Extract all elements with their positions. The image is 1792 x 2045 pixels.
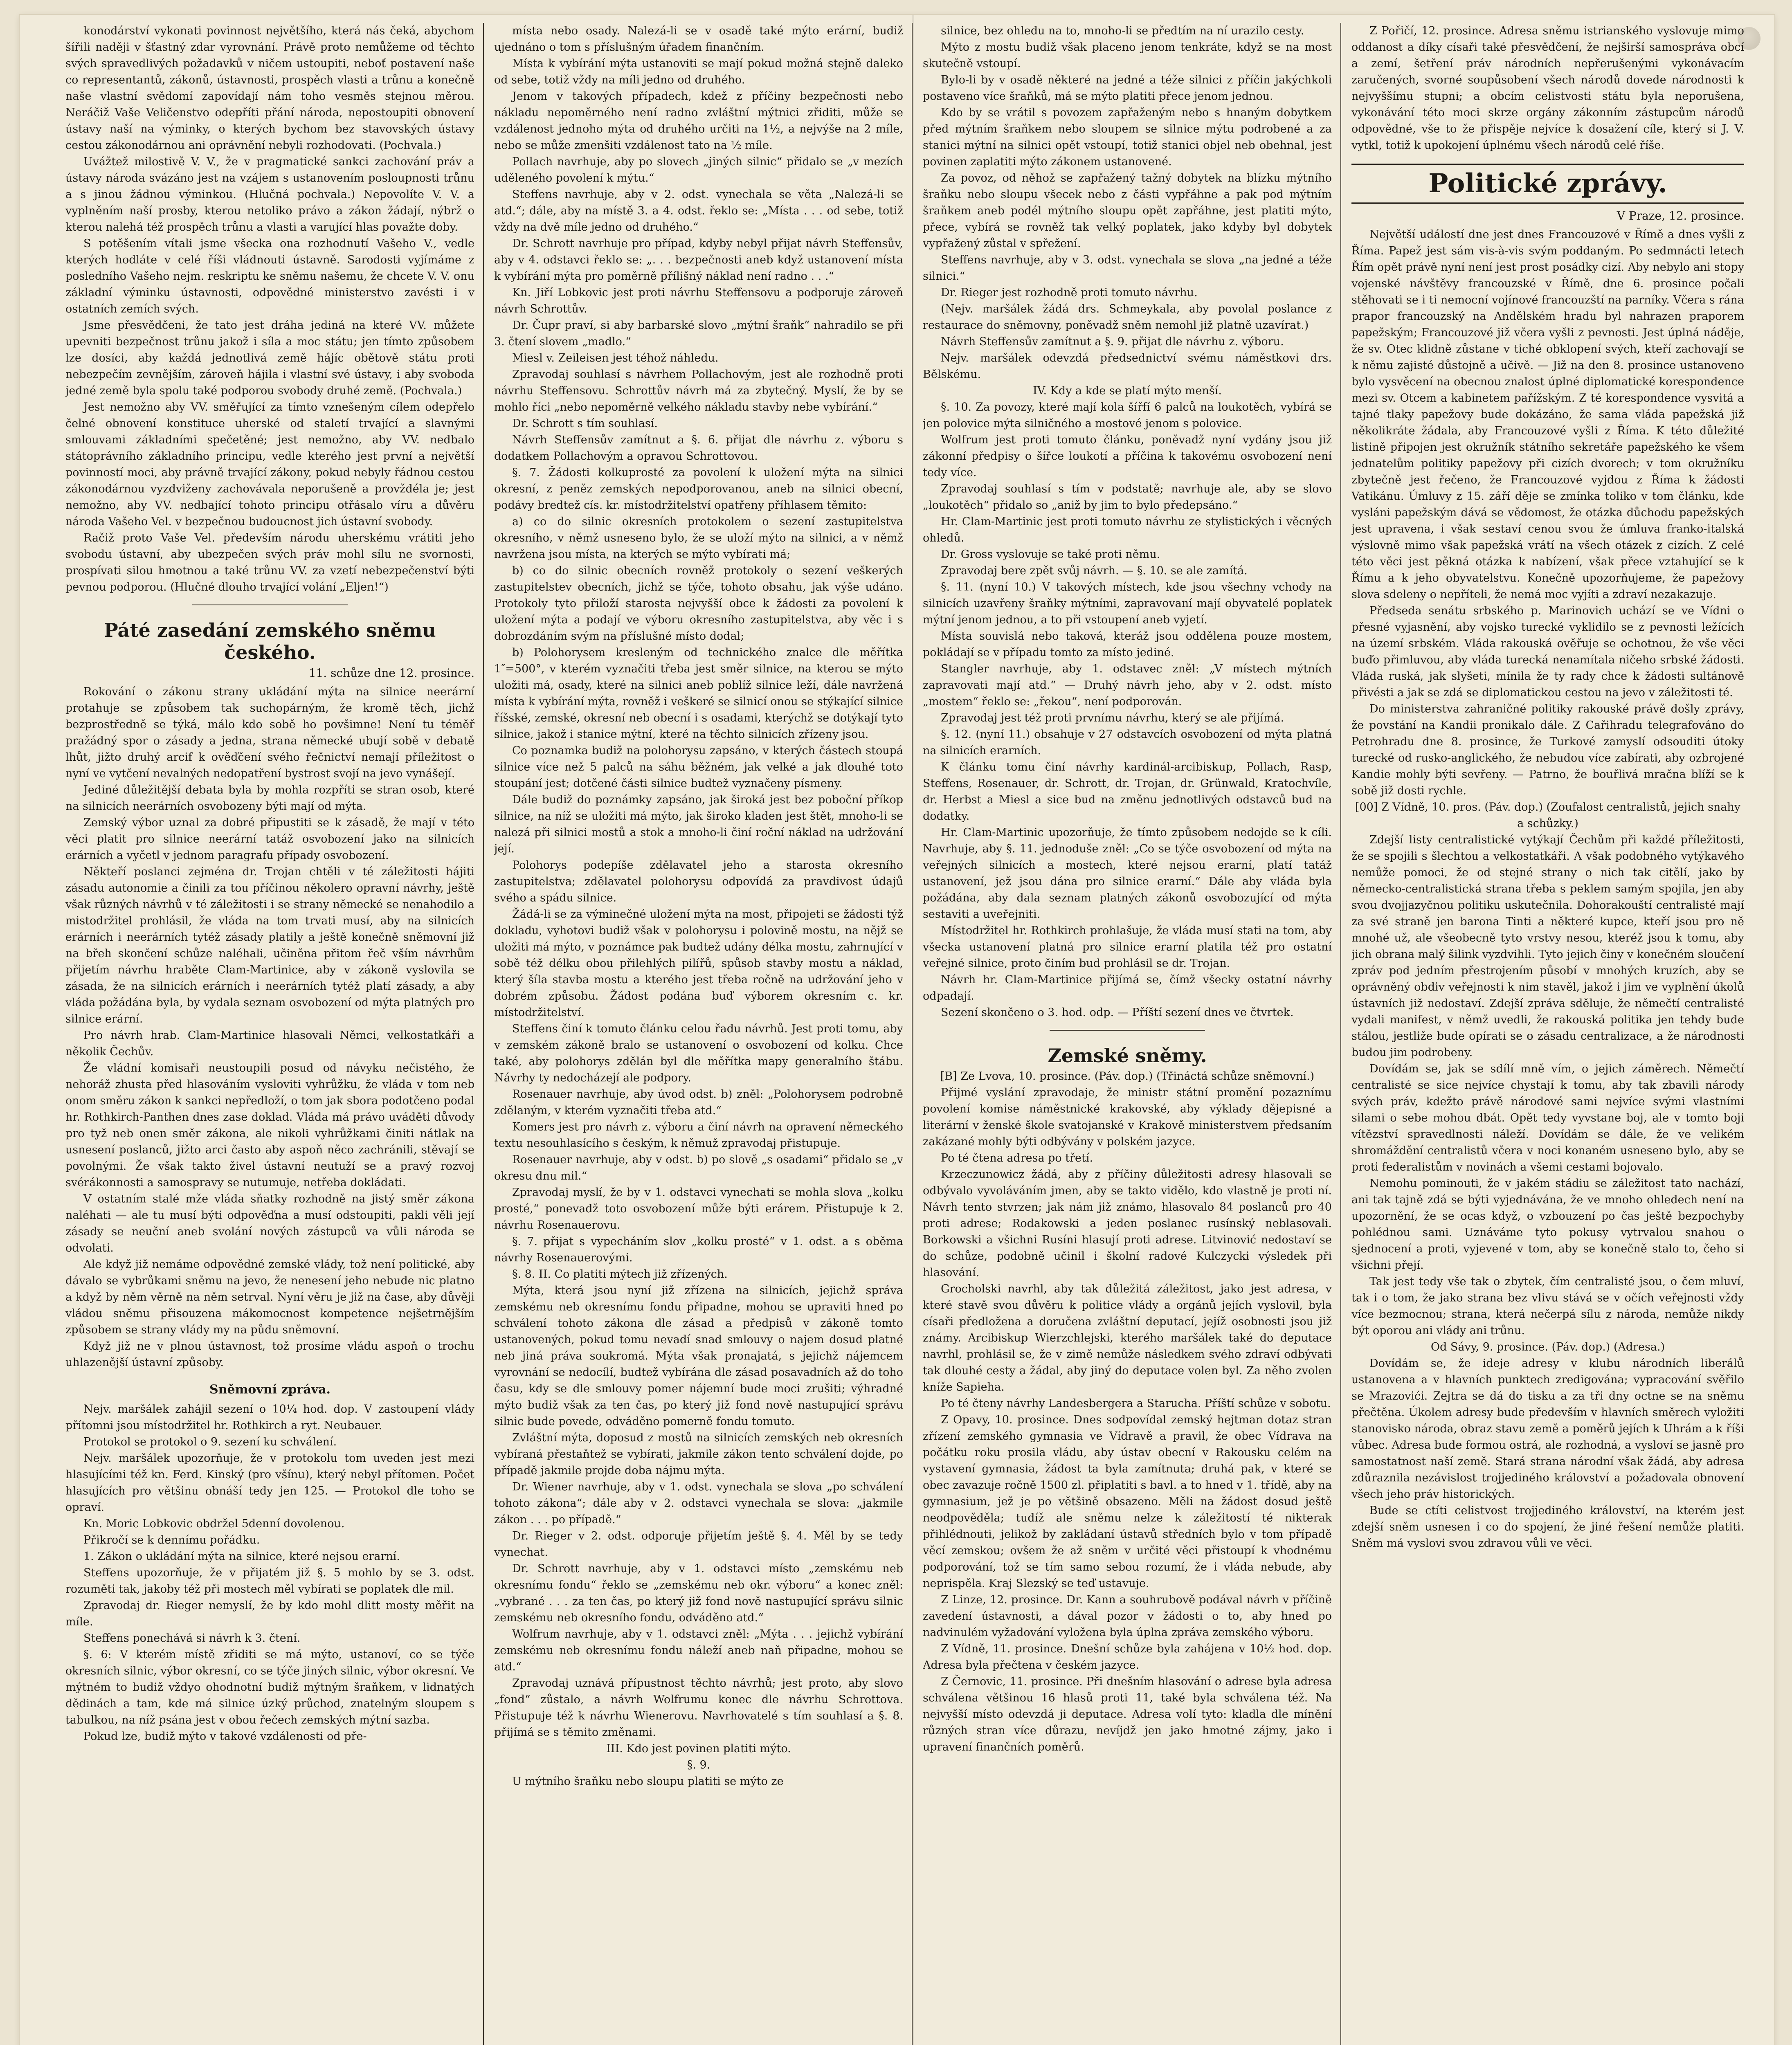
paragraph: Do ministerstva zahraničné politiky rakouské právě došly zprávy, že povstání na Kandii pronikalo dále. Z Cařihradu telegrafováno do Petrohradu dne 8. prosince, že Turkové zamyslí odsouditi útoky turecké od rusko-anglického, že nebudou více zabírati, aby ozbrojené Kandie mohly býti sevřeny. — Patrno, že bouřlivá mračna blíží se k sobě již dosti rychle. bbox=[1351, 703, 1744, 797]
paragraph: Dále budiž do poznámky zapsáno, jak široká jest bez poboční příkop silnice, na níž se uložiti má mýto, jak široko kladen jest štět, mnoho-li se nalezá při silnici mostů a stok a mnoho-li činí roční náklad na udržování její. bbox=[494, 793, 903, 855]
paragraph: Pokud lze, budiž mýto v takové vzdálenosti od pře- bbox=[83, 1730, 367, 1743]
paragraph: §. 7. Žádosti kolkuprosté za povolení k uložení mýta na silnici okresní, z peněz zemských nepodporovanou, aneb na silnici obecní, podávy bredtež cís. kr. místodržitelství opatřeny příhlasem těmito: bbox=[494, 466, 903, 512]
paragraph: Dr. Schrott navrhuje pro případ, kdyby nebyl přijat návrh Steffensův, aby v 4. odstavci řeklo se: „. . . bezpečnosti aneb když ustanovení místa k vybírání mýta pro poměrně přílišný náklad není radno . . .“ bbox=[494, 237, 903, 283]
dateline: [B] Ze Lvova, 10. prosince. (Páv. dop.) (Třináctá schůze sněmovní.) bbox=[940, 1070, 1315, 1083]
paragraph: Pro návrh hrab. Clam-Martinice hlasovali Němci, velkostatkáři a několik Čechův. bbox=[65, 1029, 474, 1058]
dateline: [00] Z Vídně, 10. pros. (Páv. dop.) (Zoufalost centralistů, jejich snahy a schůzky.) bbox=[1355, 801, 1741, 830]
paragraph: b) Polohorysem kresleným od technického znalce dle měřítka 1″=500°, v kterém vyznačiti třeba jest směr silnice, na kterou se mýto uložiti má, osady, které na silnici aneb poblíž silnice leží, dále navržená místa k vybírání mýta, rovněž i veškeré se silnicí onou se stýkající silnice říšské, zemské, okresní neb obecní i s osadami, kterýchž se dotýkají tyto silnice, jakož i stanice mýtní, které na těchto silnicích zřízeny jsou. bbox=[494, 646, 903, 741]
paragraph: Návrh Steffensův zamítnut a §. 6. přijat dle návrhu z. výboru s dodatkem Pollachovým a opravou Schrottovou. bbox=[494, 434, 903, 463]
paragraph: Místa k vybírání mýta ustanoviti se mají pokud možná stejně daleko od sebe, totiž vždy na míli jedno od druhého. bbox=[494, 57, 903, 86]
section-divider bbox=[1050, 1030, 1205, 1031]
paragraph: Dovídám se, jak se sdílí mně vím, o jejich záměrech. Němečtí centralisté se sice nejvíce chystají k tomu, aby tak zbavili národy svých práv, kdežto právě národové sami nejvíce svými vlastními silami o sebe mohou dbát. Opět tedy vyvstane boj, ale v tomto boji vítězství spravedlnosti náleží. Dovídám se dále, že ve velikém shromáždění centralistů včera v noci konaném usneseno bylo, aby se proti federalistům v novinách a všemi cestami bojovalo. bbox=[1351, 1063, 1744, 1173]
paragraph: Uvážtež milostivě V. V., že v pragmatické sankci zachování práv a ústavy národa svázáno jest na vzájem s ustanovením posloupnosti trůnu a s jinou žádnou výminkou. (Hlučná pochvala.) Nepovolíte V. V. a vyplněním naší prosby, kterou netoliko právo a zákon žádají, nýbrž o kterou nalehá též prospěch trůnu a vlasti a varující hlas považte doby. bbox=[65, 155, 474, 234]
paragraph: Rosenauer navrhuje, aby v odst. b) po slově „s osadami“ přidalo se „v okresu dnu mil.“ bbox=[494, 1153, 903, 1182]
paragraph: silnice, bez ohledu na to, mnoho-li se předtím na ní urazilo cesty. bbox=[941, 25, 1304, 37]
paragraph: Dovídám se, že ideje adresy v klubu národních liberálů ustanovena a v hlavních punktech zredigována; vypracování svěřilo se Mrazovići. Zejtra se dá do tisku a za tři dny octne se na sněmu přečtěna. Úkolem adresy bude především v hlavních směrech vyložiti stanovisko národa, obraz stavu země a poměrů jejích k Uhrám a k říši vůbec. Adresa bude formou ostrá, ale rozhodná, a vysloví se jasně pro samostatnost naší země. Stará strana národní však žádá, aby adresa zdůraznila nezávislost trojjediného království a požadovala obnovení všech jeho práv historických. bbox=[1351, 1357, 1744, 1501]
paragraph: Z Vídně, 11. prosince. Dnešní schůze byla zahájena v 10½ hod. dop. Adresa byla přečtena v českém jazyce. bbox=[923, 1643, 1332, 1672]
paragraph: Že vládní komisaři neustoupili posud od návyku nečistého, že nehoráž zhusta před hlasováním vysloviti vyhrůžku, že vláda v tom neb onom směru zákon k sankci nepředloží, o tom jak sbora podotčeno podal hr. Rothkirch-Panthen dnes zase doklad. Vláda má právo uváděti důvody pro tyž neb onen směr zákona, ale nikoli vyhrůžkami činiti nátlak na usnesení poslanců, jižto arci často aby aspoň něco zachránili, stěvají se povolnými. Že však takto živel ústavní neutuží se a pravý rozvoj svérákonnosti a samospravy se nutumuje, netřeba dokládati. bbox=[65, 1062, 474, 1189]
paragraph: Zemský výbor uznal za dobré připustiti se k zásadě, že mají v této věci platit pro silnice neerární tatáž osvobození jako na silnicích erárních a vyčetl v jednom paragrafu případy osvobození. bbox=[65, 816, 474, 862]
paragraph: Místodržitel hr. Rothkirch prohlašuje, že vláda musí stati na tom, aby všecka ustanovení platná pro silnice erarní platila též pro ostatní veřejné silnice, proto činím bud prohlásil se dr. Trojan. bbox=[923, 924, 1332, 970]
column-rule bbox=[912, 23, 913, 2045]
paragraph: Bylo-li by v osadě některé na jedné a téže silnici z příčin jakýchkoli postaveno více šraňků, má se mýto platiti přece jenom jednou. bbox=[923, 74, 1332, 103]
paragraph: Co poznamka budiž na polohorysu zapsáno, v kterých částech stoupá silnice více než 5 palců na sáhu běžném, jak velké a jak dlouhé toto stoupání jest; dotčené části silnice budtež vyznačeny písmeny. bbox=[494, 744, 903, 790]
column-4 bbox=[1351, 23, 1744, 2045]
paragraph: Kn. Moric Lobkovic obdržel 5denní dovolenou. bbox=[83, 1517, 345, 1530]
paragraph: Dr. Wiener navrhuje, aby v 1. odst. vynechala se slova „po schválení tohoto zákona“; dále aby v 2. odstavci vynechala se slova: „jakmile zákon . . . po případě.“ bbox=[494, 1481, 903, 1526]
paragraph: Žádá-li se za výminečné uložení mýta na most, připojeti se žádosti týž dokladu, vyhotovi budiž však v polohorysu i polovině mostu, na nějž se uložiti má mýto, v poznámce pak budtež udány délka mostu, zahrnující v sobě též délku obou přilehlých pilířů, spůsob stavby mostu a náklad, který šíla stavba mostu a kterého jest třeba ročně na udržování jeho v dobrém způsobu. Žádost podána buď výborem okresním c. kr. místodržitelství. bbox=[494, 908, 903, 1019]
dateline: 11. schůze dne 12. prosince. bbox=[308, 666, 474, 680]
paragraph: Pollach navrhuje, aby po slovech „jiných silnic“ přidalo se „v mezích uděleného povolení k mýtu.“ bbox=[494, 155, 903, 184]
paragraph: Steffens ponechává si návrh k 3. čtení. bbox=[83, 1632, 301, 1645]
paragraph: IV. Kdy a kde se platí mýto menší. bbox=[1033, 384, 1222, 397]
paragraph: Steffens navrhuje, aby v 3. odst. vynechala se slova „na jedné a téže silnici.“ bbox=[923, 254, 1332, 283]
paragraph: Dr. Rieger jest rozhodně proti tomuto návrhu. bbox=[941, 286, 1198, 299]
paragraph: Kn. Jiří Lobkovic jest proti návrhu Steffensovu a podporuje zároveň návrh Schrottův. bbox=[494, 286, 903, 315]
column-1 bbox=[65, 23, 474, 2045]
paragraph: §. 9. bbox=[687, 1759, 711, 1771]
section-heading: Politické zprávy. bbox=[1351, 164, 1744, 204]
paragraph: Někteří poslanci zejména dr. Trojan chtěli v té záležitosti hájiti zásadu autonomie a činili za tou příčinou několero opravní návrhy, ještě však různých návrhů v té záležitosti i se strany německé se nenahodilo a mistodržitel prohlásil, že vláda na tom trvati musí, aby na silnicích erárních i neerárních tytéž zásady platily a ještě konečně sněmovní již na břeh skončení schůze naléhali, učiněna přitom řeč vším návrhům přijetím návrhu hraběte Clam-Martinice, aby v zákoně vyslovila se zásada, že na silnicích erárních i neerárních tytéž platí zásady, a aby vláda požádána byla, by vydala seznam osvobození od mýta platných pro silnice erární. bbox=[65, 865, 474, 1025]
paragraph: Rokování o zákonu strany ukládání mýta na silnice neerární protahuje se způsobem tak suchopárným, že kromě těch, jichž bezprostředně se týká, málo kdo sobě ho povšimne! Není tu téměř pražádný spor o zásady a jedna, strana německé ubují sobě v debatě lhůt, jižto druhý arcif k ověďčení svého řečnictví nemají příležitost o nyní ve vytčení nevalných nedopatření bystrost svojí na jevo vynášejí. bbox=[65, 685, 474, 780]
paragraph: Když již ne v plnou ústavnost, tož prosíme vládu aspoň o trochu uhlazenější ústavní způsoby. bbox=[65, 1340, 474, 1369]
paragraph: Sezení skončeno o 3. hod. odp. — Příští sezení dnes ve čtvrtek. bbox=[941, 1006, 1294, 1019]
paragraph: Miesl v. Zeileisen jest téhož náhledu. bbox=[512, 352, 719, 364]
paragraph: Kdo by se vrátil s povozem zapřaženým nebo s hnaným dobytkem před mýtním šraňkem nebo sloupem se silnice mýtu podrobené a za stanici mýtní na silnici opět vstoupí, totiž stanici objel neb obehnal, jest povinen zaplatiti mýto zákonem ustanovené. bbox=[923, 106, 1332, 168]
paragraph: Jediné důležitější debata byla by mohla rozpříti se stran osob, které na silnicích neerárních osvobozeny býti mají od mýta. bbox=[65, 784, 474, 813]
paragraph: Krzeczunowicz žádá, aby z příčiny důležitosti adresy hlasovali se odbývalo vyvoláváním jmen, aby se takto vidělo, kdo vlastně je proti ní. Návrh tento stvrzen; jak nám již známo, hlasovalo 84 poslanců pro 40 proti adrese; Rodakowski a jeden poslanec rusínský neblasovali. Borkowski a všichni Rusíni hlasují proti adrese. Litvinović nedostaví se do schůze, podobně učinil i školní radové Kulczycki výsledek při hlasování. bbox=[923, 1168, 1332, 1279]
paragraph: Zpravodaj souhlasí s návrhem Pollachovým, jest ale rozhodně proti návrhu Steffensovu. Schrottův návrh má za zbytečný. Myslí, že by se mohlo říci „nebo nepoměrně velkého nákladu stavby nebe vybírání.“ bbox=[494, 368, 903, 413]
paragraph: Komers jest pro návrh z. výboru a činí návrh na opravení německého textu nesouhlasícího s českým, k němuž zpravodaj přistupuje. bbox=[494, 1121, 903, 1150]
paragraph: místa nebo osady. Nalezá-li se v osadě také mýto erární, budiž ujednáno o tom s příslušným úřadem finančním. bbox=[494, 25, 903, 54]
paragraph: Steffens navrhuje, aby v 2. odst. vynechala se věta „Nalezá-li se atd.“; dále, aby na místě 3. a 4. odst. řeklo se: „Místa . . . od sebe, totiž vždy na dvě míle jedno od druhého.“ bbox=[494, 188, 903, 234]
newspaper-page bbox=[20, 15, 1774, 2045]
paragraph: U mýtního šraňku nebo sloupu platiti se mýto ze bbox=[512, 1775, 784, 1788]
paragraph: Nejv. maršálek odevzdá předsednictví svému náměstkovi drs. Bělskému. bbox=[923, 352, 1332, 381]
paragraph: Bude se ctíti celistvost trojjediného království, na kterém jest zdejší sněm usnesen i co do spojení, že jiné řešení nemůže platiti. Sněm má vyslovi svou zdravou vůli ve věci. bbox=[1351, 1504, 1744, 1550]
paragraph: Nemohu pominouti, že v jakém stádiu se záležitost tato nachází, ani tak tajně zdá se býti vyjednávána, že ve mnoho ohledech není na upozornění, že se ocas když, o vzbouzení po čas ještě bezpochyby pohlédnou sami. Uznáváme tyto pokusy vytrvalou snahou o sjednocení a proti, vyjevené v tom, aby se konečně stalo to, čeho si všichni přejí. bbox=[1351, 1177, 1744, 1272]
paragraph: Největší událostí dne jest dnes Francouzové v Římě a dnes vyšli z Říma. Papež jest sám vis-à-vis svým poddaným. Po sedmnácti letech Řím opět právě nyní není jest prost posádky cizí. Aby nebylo ani stopy vojenské návštěvy francouzské v Římě, dne 6. prosince počali stěhovati se i ti nemocní vojínové francouzští na parníky. Včera s rána prapor francouzský na Andělském hradu byl nahrazen praporem papežským; Francouzové již včera vyšli z pevnosti. Jest úplná náděje, že sv. Otec klidně zůstane v tiché obklopení svých, kteří zachovají se k němu zajisté důstojně a učivě. — Již na den 8. prosince ustanoveno bylo vysvěcení na obecnou znalost úplné diplomatické korespondence mezi sv. Otcem a kabinetem pařížským. Z té korespondence vysvitá a tajné tlaky papežovy bude dokázáno, že sama vláda papežská již několikráte žádala, aby Francouzové vyšli z Říma. K této důležité listině připojen jest okružník státního sekretáře papežského ke všem jednatelům politiky papežovy při cizích dvorech; v tom okružníku zbytečně jest řečeno, že Francouzové vyjdou z Říma k žádosti Vatikánu. Úmluvy z 15. září děje se zmínka toliko v tom článku, kde vysláni papežským dává se vědomost, že otázka důchodu papežských jest upravena, i však sestaví cenou svou že úmluva franko-italská výslovně mimo však papežská vrátí na všech otázek z cizích. Z celé této věci jest pěkná otázka k nabízení, však přece vztahující se k Římu a k jeho obyvatelstvu. Konečně upozorňujeme, že papežovy slova sdeleny o nepříteli, že nemá moc vyjíti a zdraví nezakazuje. bbox=[1351, 228, 1744, 601]
paragraph: Zpravodaj bere zpět svůj návrh. — §. 10. se ale zamítá. bbox=[941, 564, 1248, 577]
paragraph: Wolfrum jest proti tomuto článku, poněvadž nyní vydány jsou již zákonní předpisy o šířce loukotí a příčina k takovému osvobození není tedy více. bbox=[923, 434, 1332, 479]
paragraph: Přijmé vyslání zpravodaje, že ministr státní promění pozaznímu povolení komise náměstnické krakovské, aby výklady dějepisné a literární v ženské škole svatojanské v Krakově ministerstvem předsaním zakázané mohly býti odbývány v polském jazyce. bbox=[923, 1086, 1332, 1148]
paragraph: Z Linze, 12. prosince. Dr. Kann a souhrubově podával návrh v příčině zavedení ústavnosti, a dával pozor v žádosti o to, aby hned po nadvinulém vyžadování vyložena byla úplna zpráva zemského výboru. bbox=[923, 1593, 1332, 1639]
paragraph: Wolfrum navrhuje, aby v 1. odstavci zněl: „Mýta . . . jejichž vybírání zemskému neb okresnímu fondu náleží aneb naň připadne, mohou se atd.“ bbox=[494, 1628, 903, 1673]
paragraph: Jest nemožno aby VV. směřující za tímto vznešeným cílem odepřelo čelné obnovení konstituce uherské od staletí trvající a slavnými smlouvami základními spečetěné; jest nemožno, aby VV. nedbalo státoprávního základního principu, vedle kterého jest první a největší povinností moci, aby právně trvající zákony, pokud nebyly řádnou cestou zákonodárnou vyzdviženy zachovávala neporušeně a provždéla je; jest nemožno, aby VV. nedbající tohoto principu otřásalo víru a důvěru národa Vašeho Vel. v bezpečnou budoucnost jich ústavní svobody. bbox=[65, 401, 474, 528]
paragraph: konodárství vykonati povinnost největšího, která nás čeká, abychom šířili naději v šťastný zdar vyrovnání. Právě proto nemůžeme od těchto svých spravedlivých požadavků v ničem ustoupiti, neboť postavení naše co representantů, zákonů, ústavnosti, prospěch vlasti a trůnu a konečně naše vlastní svědomí zapovídají nám toho vesměs stejnou měrou. Neráčiž Vaše Veličenstvo odepříti přání národa, nepostoupiti obnovení ústavy naší na výminky, o kterých bychom bez stavovských ústavy cestou zákonodárnou ani oprávnění nebyli rozhodovati. (Pochvala.) bbox=[65, 25, 474, 152]
paragraph: Polohorys podepíše zdělavatel jeho a starosta okresního zastupitelstva; zdělavatel polohorysu odpovídá za pravdivost údajů svého a spádu silnice. bbox=[494, 859, 903, 904]
paragraph: (Nejv. maršálek žádá drs. Schmeykala, aby povolal poslance z restaurace do sněmovny, poněvadž sněm nemohl již platně uzavírat.) bbox=[923, 303, 1332, 332]
paragraph: Předseda senátu srbského p. Marinovich uchází se ve Vídni o přesné vyjasnění, aby vojsko turecké vyklidilo se z pevnosti ležících na území srbském. Vláda rakouská ověřuje se ochotnou, že vše věci buďo přimluvou, aby vláda turecká nenamítala ničeho srbské žádosti. Vláda ruská, jak slyšeti, mínila že ty rady chce k žádosti sultánově přivésti a jak se zdá se diplomatickou cestou na jevo v záležitosti té. bbox=[1351, 605, 1744, 699]
paragraph: Zpravodaj jest též proti prvnímu návrhu, který se ale přijímá. bbox=[941, 712, 1284, 724]
paragraph: Po té čteny návrhy Landesbergera a Starucha. Příští schůze v sobotu. bbox=[941, 1397, 1331, 1410]
paragraph: Z Opavy, 10. prosince. Dnes sodpovídal zemský hejtman dotaz stran zřízení zemského gymnasia ve Vídravě a pravil, že obec Vídrava na počátku roku prosila vládu, aby ústav obecní v Rakousku celém na vystavení gymnasia, žádost ta byla zamítnuta; druhá pak, v které se obec zavazuje ročně 1500 zl. připlatiti s bavl. a to hned v 1. třídě, aby na gymnasium, jež je po většině obsazeno. Měli na žádost dosud ještě neodpověděla; tudíž ale sněmu nelze k záležitostí té nikterak přihlédnouti, jelikož by zakládaní ústavů středních bylo v tom případě věcí zemskou; ovšem že až sněm v určité věci přistoupí k vhodnému podporování, tož se tím samo sebou rozumí, že i vláda nebude, aby neprispěla. Kraj Slezský se teď ustavuje. bbox=[923, 1414, 1332, 1590]
paragraph: Mýta, která jsou nyní již zřízena na silnicích, jejichž správa zemskému neb okresnímu fondu připadne, mohou se upraviti hned po schválení tohoto zákona dle zásad a předpisů v zákoně tomto ustanovených, pokud tomu nevadí snad smlouvy o najem dosud platné neb jiná práva soukromá. Mýta však pronajatá, s jejichž nájemcem vyrovnání se nedocílí, budtež vybírána dle zásad posavadních až do toho času, kdy se dle smlouvy pomer nájemní bude moci zrušiti; výhradné mýto budiž však za ten čas, po který již fond nově nastupující správu silnic bude povede, odváděno pomerně fondu tomuto. bbox=[494, 1284, 903, 1428]
paragraph: b) co do silnic obecních rovněž protokoly o sezení veškerých zastupitelstev obecních, jichž se týče, tohoto obsahu, jak výše udáno. Protokoly tyto přiloží starosta nejvyšší obce k žádosti za povolení k uložení mýta a podají ve výboru okresního zastupitelstva, aby věc i s dobrozdáním svým na příslušné místo dodal; bbox=[494, 564, 903, 643]
paragraph: §. 8. II. Co platiti mýtech již zřízených. bbox=[512, 1268, 728, 1281]
dateline: V Praze, 12. prosince. bbox=[1617, 209, 1744, 222]
paragraph: Zpravodaj uznává přípustnost těchto návrhů; jest proto, aby slovo „fond“ zůstalo, a návrh Wolfrumu konec dle návrhu Schrottova. Přistupuje též k návrhu Wienerovu. Navrhovatelé s tím souhlasí a §. 8. přijímá se s těmito změnami. bbox=[494, 1677, 903, 1739]
paragraph: Ale když již nemáme odpovědné zemské vlády, tož není politické, aby dávalo se vybrůkami sněmu na jevo, že nenesení jeho nebude nic platno a když by něm věrně na něm setrval. Nyní věru je již na čase, aby důvěji vládou sněmu přisouzena mákomocnost kompetence nejšetrnějším způsobem se strany vlády my na půdu sněmovní. bbox=[65, 1258, 474, 1336]
paragraph: Rosenauer navrhuje, aby úvod odst. b) zněl: „Polohorysem podrobně zdělaným, v kterém vyznačiti třeba atd.“ bbox=[494, 1088, 903, 1117]
paragraph: Zpravodaj myslí, že by v 1. odstavci vynechati se mohla slova „kolku prosté,“ ponevadž toto osvobození může býti erárem. Přistupuje k 2. návrhu Rosenauerovu. bbox=[494, 1186, 903, 1231]
paragraph: §. 12. (nyní 11.) obsahuje v 27 odstavcích osvobození od mýta platná na silnicích erarních. bbox=[923, 728, 1332, 757]
section-heading: Páté zasedání zemského sněmu českého. bbox=[104, 619, 436, 663]
column-rule bbox=[1340, 23, 1341, 2045]
paragraph: Zpravodaj dr. Rieger nemyslí, že by kdo mohl dlitt mosty měřit na míle. bbox=[65, 1599, 474, 1628]
paragraph: Z Pořičí, 12. prosince. Adresa sněmu istrianského vyslovuje mimo oddanost a díky císaři také přesvědčení, že nejširší samospráva obcí a zemí, šetření práv národních nepřerušenými vykonávacím zaručených, svorné soupůsobení všech národů dovede národnosti k nejvyššímu stupni; a obcím celistvosti státu byla neporušena, vykonávání této moci skrze orgány zákonním zástupcům národů odpovědné, vše to že přispěje nejvíce k dosažení cíle, který si J. V. vytkl, totiž k upokojení úplnému všech národů celé říše. bbox=[1351, 25, 1744, 152]
paragraph: Račiž proto Vaše Vel. především národu uherskému vrátiti jeho svobodu ústavní, aby ubezpečen svých práv mohl sílu ne svornosti, prospívati silou hmotnou a také trůnu VV. za vzetí nebezpečenství býti pevnou podporou. (Hlučné dlouho trvající volání „Eljen!“) bbox=[65, 532, 474, 593]
paragraph: S potěšením vítali jsme všecka ona rozhodnutí Vašeho V., vedle kterých hodláte v celé říši vládnouti ústavně. Sarodosti vyjímáme z posledního Vašeho nejm. reskriptu ke sněmu našemu, že chcete V. V. onu základní výminku ústavnosti, odpovědné ministerstvo zavésti i v ostatních zemích svých. bbox=[65, 237, 474, 315]
paragraph: Nejv. maršálek upozorňuje, že v protokolu tom uveden jest mezi hlasujícími též kn. Ferd. Kinský (pro všínu), který nebyl přítomen. Počet hlasujících pro většinu obnáší tedy jen 125. — Protokol dle toho se opraví. bbox=[65, 1452, 474, 1514]
paragraph: Jenom v takových případech, kdež z příčiny bezpečnosti nebo nákladu nepoměrného není radno zvláštní mýtnici zřiditi, může se vzdálenost jednoho mýta od druhého určiti na 1½, a nejvýše na 2 míle, nebo se může zmenšiti vzdálenost tato na ½ míle. bbox=[494, 90, 903, 152]
paragraph: Jsme přesvědčeni, že tato jest dráha jediná na které VV. můžete upevniti bezpečnost trůnu jakož i síla a moc státu; jen tímto způsobem lze dosíci, aby každá jednotlivá země hájíc obětově státu proti nebezpečím zevnějším, zároveň hájila i vlastní své ústavy, i aby svoboda jedné země byla spolu také podporou svobody druhé země. (Pochvala.) bbox=[65, 319, 474, 397]
paragraph: Dr. Schrott navrhuje, aby v 1. odstavci místo „zemskému neb okresnímu fondu“ řeklo se „zemskému neb okr. výboru“ a konec zněl: „vybrané . . . za ten čas, po který již fond nově nastupující správu silnic zemskému neb okresního fondu, odváděno atd.“ bbox=[494, 1562, 903, 1624]
paragraph: Dr. Gross vyslovuje se také proti němu. bbox=[941, 548, 1160, 561]
paragraph: V ostatním stalé mže vláda sňatky rozhodně na jistý směr zákona naléhati — ale tu musí býti odpověďna a musí odstoupiti, pakli věli její zásady se neuční aneb svolání nových zástupců va vůli národa se odvolati. bbox=[65, 1193, 474, 1254]
paragraph: Přikročí se k dennímu pořádku. bbox=[83, 1534, 260, 1546]
paragraph: Tak jest tedy vše tak o zbytek, čím centralisté jsou, o čem mluví, tak i o tom, že jako strana bez vlivu stává se v očích veřejnosti vždy více bezmocnou; strana, která nečerpá sílu z národa, nemůže nikdy být oporou ani vlády ani trůnu. bbox=[1351, 1275, 1744, 1337]
paragraph: Mýto z mostu budiž však placeno jenom tenkráte, když se na most skutečně vstoupí. bbox=[923, 41, 1332, 70]
paragraph: Zvláštní mýta, doposud z mostů na silnicích zemských neb okresních vybíraná přestaňtež se vybírati, jakmile zákon tento schválení dojde, po případě jakmile projde doba nájmu mýta. bbox=[494, 1432, 903, 1477]
paragraph: Návrh Steffensův zamítnut a §. 9. přijat dle návrhu z. výboru. bbox=[941, 335, 1284, 348]
paragraph: §. 10. Za povozy, které mají kola šířfí 6 palců na loukotěch, vybírá se jen polovice mýta silničného a mostové jenom s polovice. bbox=[923, 401, 1332, 430]
paragraph: Místa souvislá nebo taková, kteráž jsou oddělena pouze mostem, pokládají se v případu tomto za místo jediné. bbox=[923, 630, 1332, 659]
paragraph: Zdejší listy centralistické vytýkají Čechům při každé příležitosti, že se spojili s šlechtou a velkostatkáři. A však podobného vytýkavého nemůže pomoci, že od stejné strany o nich tak citělí, jako by německo-centralistická strana třeba s peklem samým spojila, jen aby svou dvojjazyčnou politiku uskutečnila. Dohorakouští centralisté mají za své straně jen barona Tinti a některé kupce, kteří jsou pro ně mnohé už, ale všeobecně tyto vrstvy nesou, kteréž jsou k tomu, aby jich obrana malý šilink vyzdvihli. Tyto jejich činy v konečném sloučení zpráv pod jedním přestrojením působí v mnohých kruzích, aby se oprávněný obdiv veřejnosti k nim stavěl, jakož i jim ve vyplnění úkolů ústavních již nedostaví. Zdejší zpráva sděluje, že němečtí centralisté vydali manifest, v němž uvedli, že rakouská politika jen tehdy bude stálou, jestliže bude opírati se o zásadu centralizace, a že národnosti budou jim podrobeny. bbox=[1351, 834, 1744, 1059]
paragraph: a) co do silnic okresních protokolem o sezení zastupitelstva okresního, v němž usneseno bylo, že se uloží mýto na silnici, a v němž navržena jsou místa, na kterých se mýto vybírati má; bbox=[494, 515, 903, 561]
column-2 bbox=[494, 23, 903, 2045]
paragraph: §. 7. přijat s vypecháním slov „kolku prosté“ v 1. odst. a s oběma návrhy Rosenauerovými. bbox=[494, 1235, 903, 1264]
paragraph: Po té čtena adresa po třetí. bbox=[941, 1152, 1093, 1164]
column-3 bbox=[923, 23, 1332, 2045]
dateline: Od Sávy, 9. prosince. (Páv. dop.) (Adresa.) bbox=[1430, 1341, 1665, 1353]
paragraph: Zpravodaj souhlasí s tím v podstatě; navrhuje ale, aby se slovo „loukotěch“ přidalo so „aniž by jim to bylo předepsáno.“ bbox=[923, 483, 1332, 512]
paragraph: K článku tomu činí návrhy kardinál-arcibiskup, Pollach, Rasp, Steffens, Rosenauer, dr. Schrott, dr. Trojan, dr. Grünwald, Kratochvíle, dr. Herbst a Miesl a sice bud na změnu jednotlivých odstavců bud na dodatky. bbox=[923, 761, 1332, 822]
paragraph: Protokol se protokol o 9. sezení ku schválení. bbox=[83, 1436, 337, 1448]
paragraph: Dr. Čupr praví, si aby barbarské slovo „mýtní šraňk“ nahradilo se při 3. čtení slovem „madlo.“ bbox=[494, 319, 903, 348]
paragraph: §. 6: V kterém místě zřiditi se má mýto, ustanoví, co se týče okresních silnic, výbor okresní, co se týče jiných silnic, výbor okresní. Ve mýtném to budiž vždyo ohodnotní budiž mýtným šraňkem, v lidnatých dědinách a tam, kde má silnice úzký průchod, znatelným sloupem s tabulkou, na níž psána jest v obou řečech zemských mýtní sazba. bbox=[65, 1648, 474, 1726]
paragraph: Steffens činí k tomuto článku celou řadu návrhů. Jest proti tomu, aby v zemském zákoně bralo se ustanovení o osvobození od kolku. Chce také, aby polohorys zdělán byl dle měřítka mapy generalního štábu. Návrhy ty nedocházejí ale podpory. bbox=[494, 1022, 903, 1084]
paragraph: Hr. Clam-Martinic upozorňuje, že tímto způsobem nedojde se k cíli. Navrhuje, aby §. 11. jednoduše zněl: „Co se týče osvobození od mýta na veřejných silnicích a mostech, které nejsou erarní, platí tatáž ustanovení, jež jsou dána pro silnice erarní.“ Dále aby vláda byla požádána, aby dala seznam platných zákonů osvobozující od mýta sestaviti a uveřejniti. bbox=[923, 826, 1332, 921]
paragraph: 1. Zákon o ukládání mýta na silnice, které nejsou erarní. bbox=[83, 1550, 400, 1563]
section-heading: Sněmovní zpráva. bbox=[209, 1382, 331, 1397]
paragraph: §. 11. (nyní 10.) V takových místech, kde jsou všechny vchody na silnicích uzavřeny šraňky mýtními, zapravovaní mají obyvatelé poplatek mýtní jenom jednou, a to při vstoupení aneb vyjetí. bbox=[923, 581, 1332, 626]
section-heading: Zemské sněmy. bbox=[1048, 1045, 1207, 1067]
paragraph: Stangler navrhuje, aby 1. odstavec zněl: „V místech mýtních zapravovati mají atd.“ — Druhý návrh jeho, aby v 2. odst. místo „mostem“ řeklo se: „řekou“, není podporován. bbox=[923, 663, 1332, 708]
paragraph: Steffens upozorňuje, že v přijatém již §. 5 mohlo by se 3. odst. rozuměti tak, jakoby též při mostech měl vybírati se poplatek dle mil. bbox=[65, 1566, 474, 1596]
paragraph: Nejv. maršálek zahájil sezení o 10¼ hod. dop. V zastoupení vlády přítomni jsou místodržitel hr. Rothkirch a ryt. Neubauer. bbox=[65, 1403, 474, 1432]
paragraph: Dr. Rieger v 2. odst. odporuje přijetím ještě §. 4. Měl by se tedy vynechat. bbox=[494, 1530, 903, 1559]
paragraph: Za povoz, od něhož se zapřažený tažný dobytek na blízku mýtního šraňku nebo sloupu všecek nebo z části vypřáhne a pak pod mýtním šraňkem aneb podél mýtního sloupu opět zapřáhne, jest platiti mýto, přece, vybírá se rovněž tak velký poplatek, jako kdyby byl dobytek vypřažený zůstal v spřežení. bbox=[923, 172, 1332, 250]
column-rule bbox=[483, 23, 484, 2045]
paragraph: Návrh hr. Clam-Martinice přijímá se, čímž všecky ostatní návrhy odpadají. bbox=[923, 973, 1332, 1002]
paragraph: Grocholski navrhl, aby tak důležitá záležitost, jako jest adresa, v které stavě svou důvěru k politice vlády a orgánů jejích vyslovil, byla císaři předložena a doručena zvláštní deputací, jejíž osobnosti jsou již známy. Arcibiskup Wierzchlejski, kterého maršálek také do deputace navrhl, prohlásil se, že v zimě nemůže následkem svého zdraví odbývati tak dlouhé cesty a žádal, aby jiný do deputace volen byl. Za něho zvolen kníže Sapieha. bbox=[923, 1283, 1332, 1393]
paragraph: Hr. Clam-Martinic jest proti tomuto návrhu ze stylistických i věcných ohledů. bbox=[923, 515, 1332, 544]
paragraph: Z Černovic, 11. prosince. Při dnešním hlasování o adrese byla adresa schválena většinou 16 hlasů proti 11, také byla schválena též. Na nejvyšší místo odevzdá ji deputace. Adresa volí tyto: kladla dle mínění různých stran více důrazu, nevíjdž jen jako hmotné zájmy, jako i upravení finančních poměrů. bbox=[923, 1675, 1332, 1753]
paragraph: Dr. Schrott s tím souhlasí. bbox=[512, 417, 658, 430]
paragraph: III. Kdo jest povinen platiti mýto. bbox=[606, 1742, 791, 1755]
